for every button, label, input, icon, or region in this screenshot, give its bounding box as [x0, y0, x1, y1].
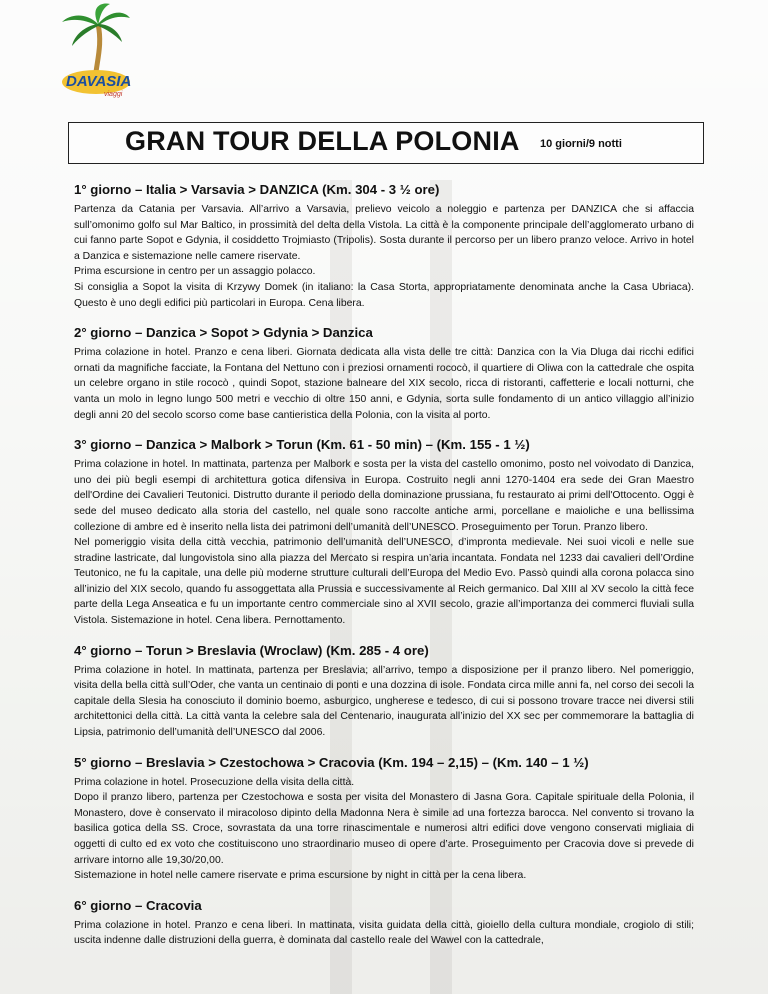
itinerary	[74, 182, 694, 963]
day-heading: 5° giorno – Breslavia > Czestochowa > Cracovia (Km. 194 – 2,15) – (Km. 140 – 1 ½)	[74, 754, 589, 770]
day-2	[74, 325, 694, 423]
day-heading: 3° giorno – Danzica > Malbork > Torun (Km. 61 - 50 min) – (Km. 155 - 1 ½)	[74, 437, 530, 453]
day-4	[74, 643, 694, 741]
day-paragraph: Partenza da Catania per Varsavia. All’arrivo a Varsavia, prelievo veicolo a noleggio e partenza per DANZICA che si affaccia sull’omonimo golfo sul Mar Baltico, in prossimità del delta della Vistola. La città è la componente principale dell’agglomerato urbano di cui fanno parte Sopot e Gdynia, il cosiddetto Trojmiasto (Tripolis). Sosta durante il percorso per un libero pranzo veloce. Arrivo in hotel a Danzica e sistemazione nelle camere riservate.	[74, 204, 694, 262]
day-heading: 2° giorno – Danzica > Sopot > Gdynia > Danzica	[74, 325, 373, 341]
day-paragraph: Prima colazione in hotel. Pranzo e cena liberi. In mattinata, visita guidata della città, gioiello della cultura mondiale, crogiolo di stili; uscita indenne dalle distruzioni della guerra, è dominata dal castello reale del Wawel con la cattedrale,	[74, 919, 694, 947]
day-5	[74, 755, 694, 884]
duration-label: 10 giorni/9 notti	[540, 138, 622, 150]
day-paragraph: Prima escursione in centro per un assaggio polacco.	[74, 266, 316, 278]
title-box	[68, 122, 704, 164]
day-paragraph: Si consiglia a Sopot la visita di Krzywy Domek (in italiano: la Casa Storta, appropriatamente denominata anche la Casa Ubriaca). Questo è uno degli edifici più particolari in Europa. Cena libera.	[74, 281, 694, 309]
day-heading: 1° giorno – Italia > Varsavia > DANZICA (Km. 304 - 3 ½ ore)	[74, 182, 440, 197]
day-1	[74, 182, 694, 311]
day-paragraph: Nel pomeriggio visita della città vecchia, patrimonio dell’umanità dell’UNESCO, d’impronta medievale. Nei suoi vicoli e nelle sue stradine lastricate, dal lungovistola sino alla piazza del Mercato si respira un’aria incantata. Fondata nel 1233 dai cavalieri dell’Ordine Teutonico, ne fu la capitale, una delle più moderne strutture culturali dell’Europa del Medio Evo. Passò quindi alla corona polacca sino all’inizio del XIX secolo, quando fu assoggettata alla Prussia e successivamente al Reich germanico. Dal XIII al XV secolo la città fece parte della Lega Anseatica e fu un importante centro commerciale sino al XVII secolo, grazie all’importanza dei commerci fluviali sulla Vistola. Sistemazione in hotel. Cena libera. Pernottamento.	[74, 537, 694, 627]
day-paragraph: Dopo il pranzo libero, partenza per Czestochowa e sosta per visita del Monastero di Jasna Gora. Capitale spirituale della Polonia, il Monastero, dove è conservato il miracoloso dipinto della Madonna Nera è simile ad una fortezza barocca. Nel convento si trovano la basilica gotica della SS. Croce, sovrastata da una torre rinascimentale e numerosi altri edifici dove vengono conservati migliaia di oggetti di culto ed ex voto che costituiscono uno straordinario museo di opere d’arte. Proseguimento per Cracovia dove si prevede di arrivare intorno alle 19,30/20,00.	[74, 792, 694, 866]
day-paragraph: Prima colazione in hotel. In mattinata, partenza per Breslavia; all’arrivo, tempo a disposizione per il pranzo libero. Nel pomeriggio, visita della bella città sull’Oder, che vanta un centinaio di ponti e una dozzina di isole. Fondata circa mille anni fa, nel corso dei secoli la capitale della Slesia ha conosciuto il dominio boemo, asburgico, ungherese e tedesco, di cui si possono trovare tracce nei diversi stili architettonici della città. La città vanta la celebre sala del Centenario, inaugurata all’inizio del XX sec per commemorare la battaglia di Lipsia, patrimonio dell’umanità dell’UNESCO dal 2006.	[74, 664, 694, 739]
day-paragraph: Prima colazione in hotel. Pranzo e cena liberi. Giornata dedicata alla vista delle tre città: Danzica con la Via Dluga dai ricchi edifici ornati da magnifiche facciate, la Fontana del Nettuno con i preziosi ornamenti rococò, il quartiere di Oliwa con la cattedrale che ospita un celebre organo in stile rococò , quindi Sopot, stazione balneare del XIX secolo, ricca di ristoranti, caffetterie e locali notturni, che vanta un molo in legno lungo 500 metri e vecchio di oltre 150 anni, e Gdynia, sorta sulle fondamento di un antico villaggio all’inizio degli anni 20 del secolo scorso come base cantieristica della Polonia, con la visita al porto.	[74, 347, 694, 421]
davasia-logo	[58, 2, 132, 98]
day-3	[74, 437, 694, 629]
day-paragraph: Sistemazione in hotel nelle camere riservate e prima escursione by night in città per la cena libera.	[74, 870, 527, 882]
day-6	[74, 898, 694, 949]
logo-brand: DAVASIA	[66, 73, 132, 90]
day-paragraph: Prima colazione in hotel. In mattinata, partenza per Malbork e sosta per la vista del castello omonimo, posto nel voivodato di Danzica, uno dei più begli esempi di architettura gotica difensiva in Europa. Costruito negli anni 1270-1404 era sede dei Gran Maestro dell'Ordine dei Cavalieri Teutonici. Distrutto durante il periodo della dominazione prussiana, fu restaurato ai primi dell'Ottocento. Oggi è sede del museo dedicato alla storia del castello, nel quale sono raccolte antiche armi, porcellane e maioliche e una bellissima collezione di ambre ed è inserito nella lista dei patrimoni dell’umanità dell’UNESCO. Proseguimento per Torun. Pranzo libero.	[74, 459, 694, 533]
page-title: GRAN TOUR DELLA POLONIA	[125, 126, 520, 156]
day-heading: 6° giorno – Cracovia	[74, 897, 202, 913]
palm-tree-icon	[58, 2, 132, 98]
day-heading: 4° giorno – Torun > Breslavia (Wroclaw) (Km. 285 - 4 ore)	[74, 642, 429, 658]
day-paragraph: Prima colazione in hotel. Prosecuzione della visita della città.	[74, 776, 355, 788]
logo-sub: viaggi	[104, 91, 123, 98]
